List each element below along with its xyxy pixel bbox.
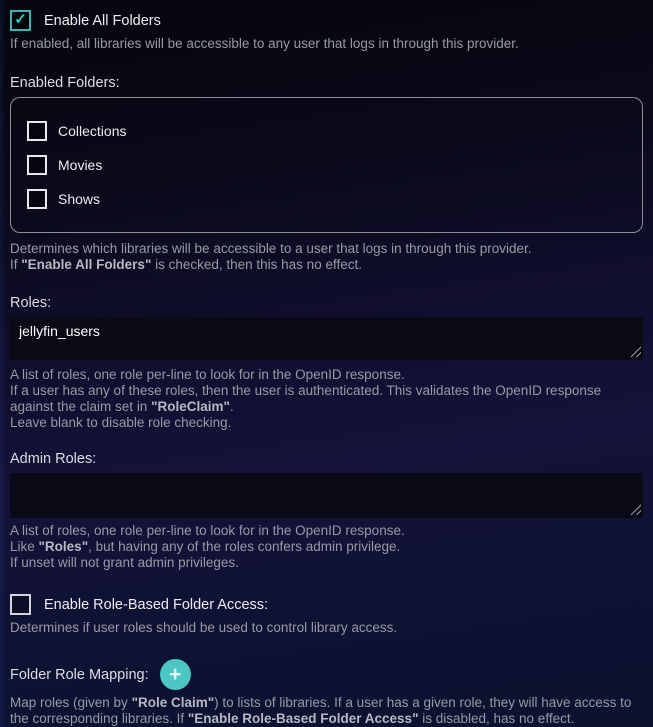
checkbox-checked-icon: [10, 10, 31, 31]
folder-role-mapping-help: Map roles (given by "Role Claim") to lists of libraries. If a user has a given role, they will have access to the corresponding libraries. If "Enable Role-Based Folder Access" is disabled, has no effect.: [10, 695, 632, 726]
help-line: Like "Roles", but having any of the roles confers admin privilege.: [10, 539, 401, 554]
add-folder-role-mapping-button[interactable]: [160, 659, 191, 690]
roles-help: [10, 367, 643, 431]
help-line: A list of roles, one role per-line to look for in the OpenID response.: [10, 367, 405, 382]
folder-label: Collections: [58, 123, 127, 139]
folder-role-mapping-row: [10, 659, 643, 690]
enabled-folders-box: [10, 97, 643, 233]
enabled-folders-label: Enabled Folders:: [10, 75, 120, 91]
admin-roles-section: [10, 451, 643, 571]
plus-icon: +: [169, 663, 182, 686]
folder-role-mapping-section: [10, 659, 643, 727]
folder-label: Shows: [58, 191, 101, 207]
role-based-folder-access-label: Enable Role-Based Folder Access:: [44, 596, 269, 613]
roles-input[interactable]: [10, 317, 643, 360]
help-line: A list of roles, one role per-line to look for in the OpenID response.: [10, 523, 405, 538]
checkbox-unchecked-icon: [10, 594, 31, 615]
check-icon: ✓: [14, 11, 27, 28]
roles-label: Roles:: [10, 295, 52, 311]
help-line: If "Enable All Folders" is checked, then this has no effect.: [10, 257, 362, 272]
admin-roles-label: Admin Roles:: [10, 451, 97, 467]
folder-label: Movies: [58, 157, 103, 173]
help-line: Leave blank to disable role checking.: [10, 415, 232, 430]
role-based-folder-access-section: [10, 594, 643, 636]
enable-all-folders-label: Enable All Folders: [44, 12, 161, 29]
checkbox-unchecked-icon: [27, 155, 47, 175]
roles-textarea-wrap: [10, 317, 643, 360]
folder-checkbox-collections[interactable]: [27, 121, 626, 141]
enable-all-folders-checkbox[interactable]: [10, 10, 643, 31]
help-line: If a user has any of these roles, then the user is authenticated. This validates the OpenID response against the claim set in "RoleClaim".: [10, 383, 602, 414]
folder-role-mapping-label: Folder Role Mapping:: [10, 666, 149, 683]
enabled-folders-help: [10, 241, 643, 273]
role-based-folder-access-help: Determines if user roles should be used to control library access.: [10, 620, 398, 635]
enable-all-folders-help: If enabled, all libraries will be accessible to any user that logs in through this provider.: [10, 36, 519, 51]
folder-checkbox-movies[interactable]: [27, 155, 626, 175]
admin-roles-textarea-wrap: [10, 473, 643, 518]
checkbox-unchecked-icon: [27, 189, 47, 209]
role-based-folder-access-checkbox[interactable]: [10, 594, 643, 615]
enable-all-folders-section: [10, 10, 643, 52]
admin-roles-input[interactable]: [10, 473, 643, 518]
help-line: If unset will not grant admin privileges.: [10, 555, 239, 570]
checkbox-unchecked-icon: [27, 121, 47, 141]
enabled-folders-section: [10, 75, 643, 273]
help-line: Determines which libraries will be accessible to a user that logs in through this provider.: [10, 241, 532, 256]
admin-roles-help: [10, 523, 643, 571]
folder-checkbox-shows[interactable]: [27, 189, 626, 209]
roles-section: [10, 295, 643, 431]
